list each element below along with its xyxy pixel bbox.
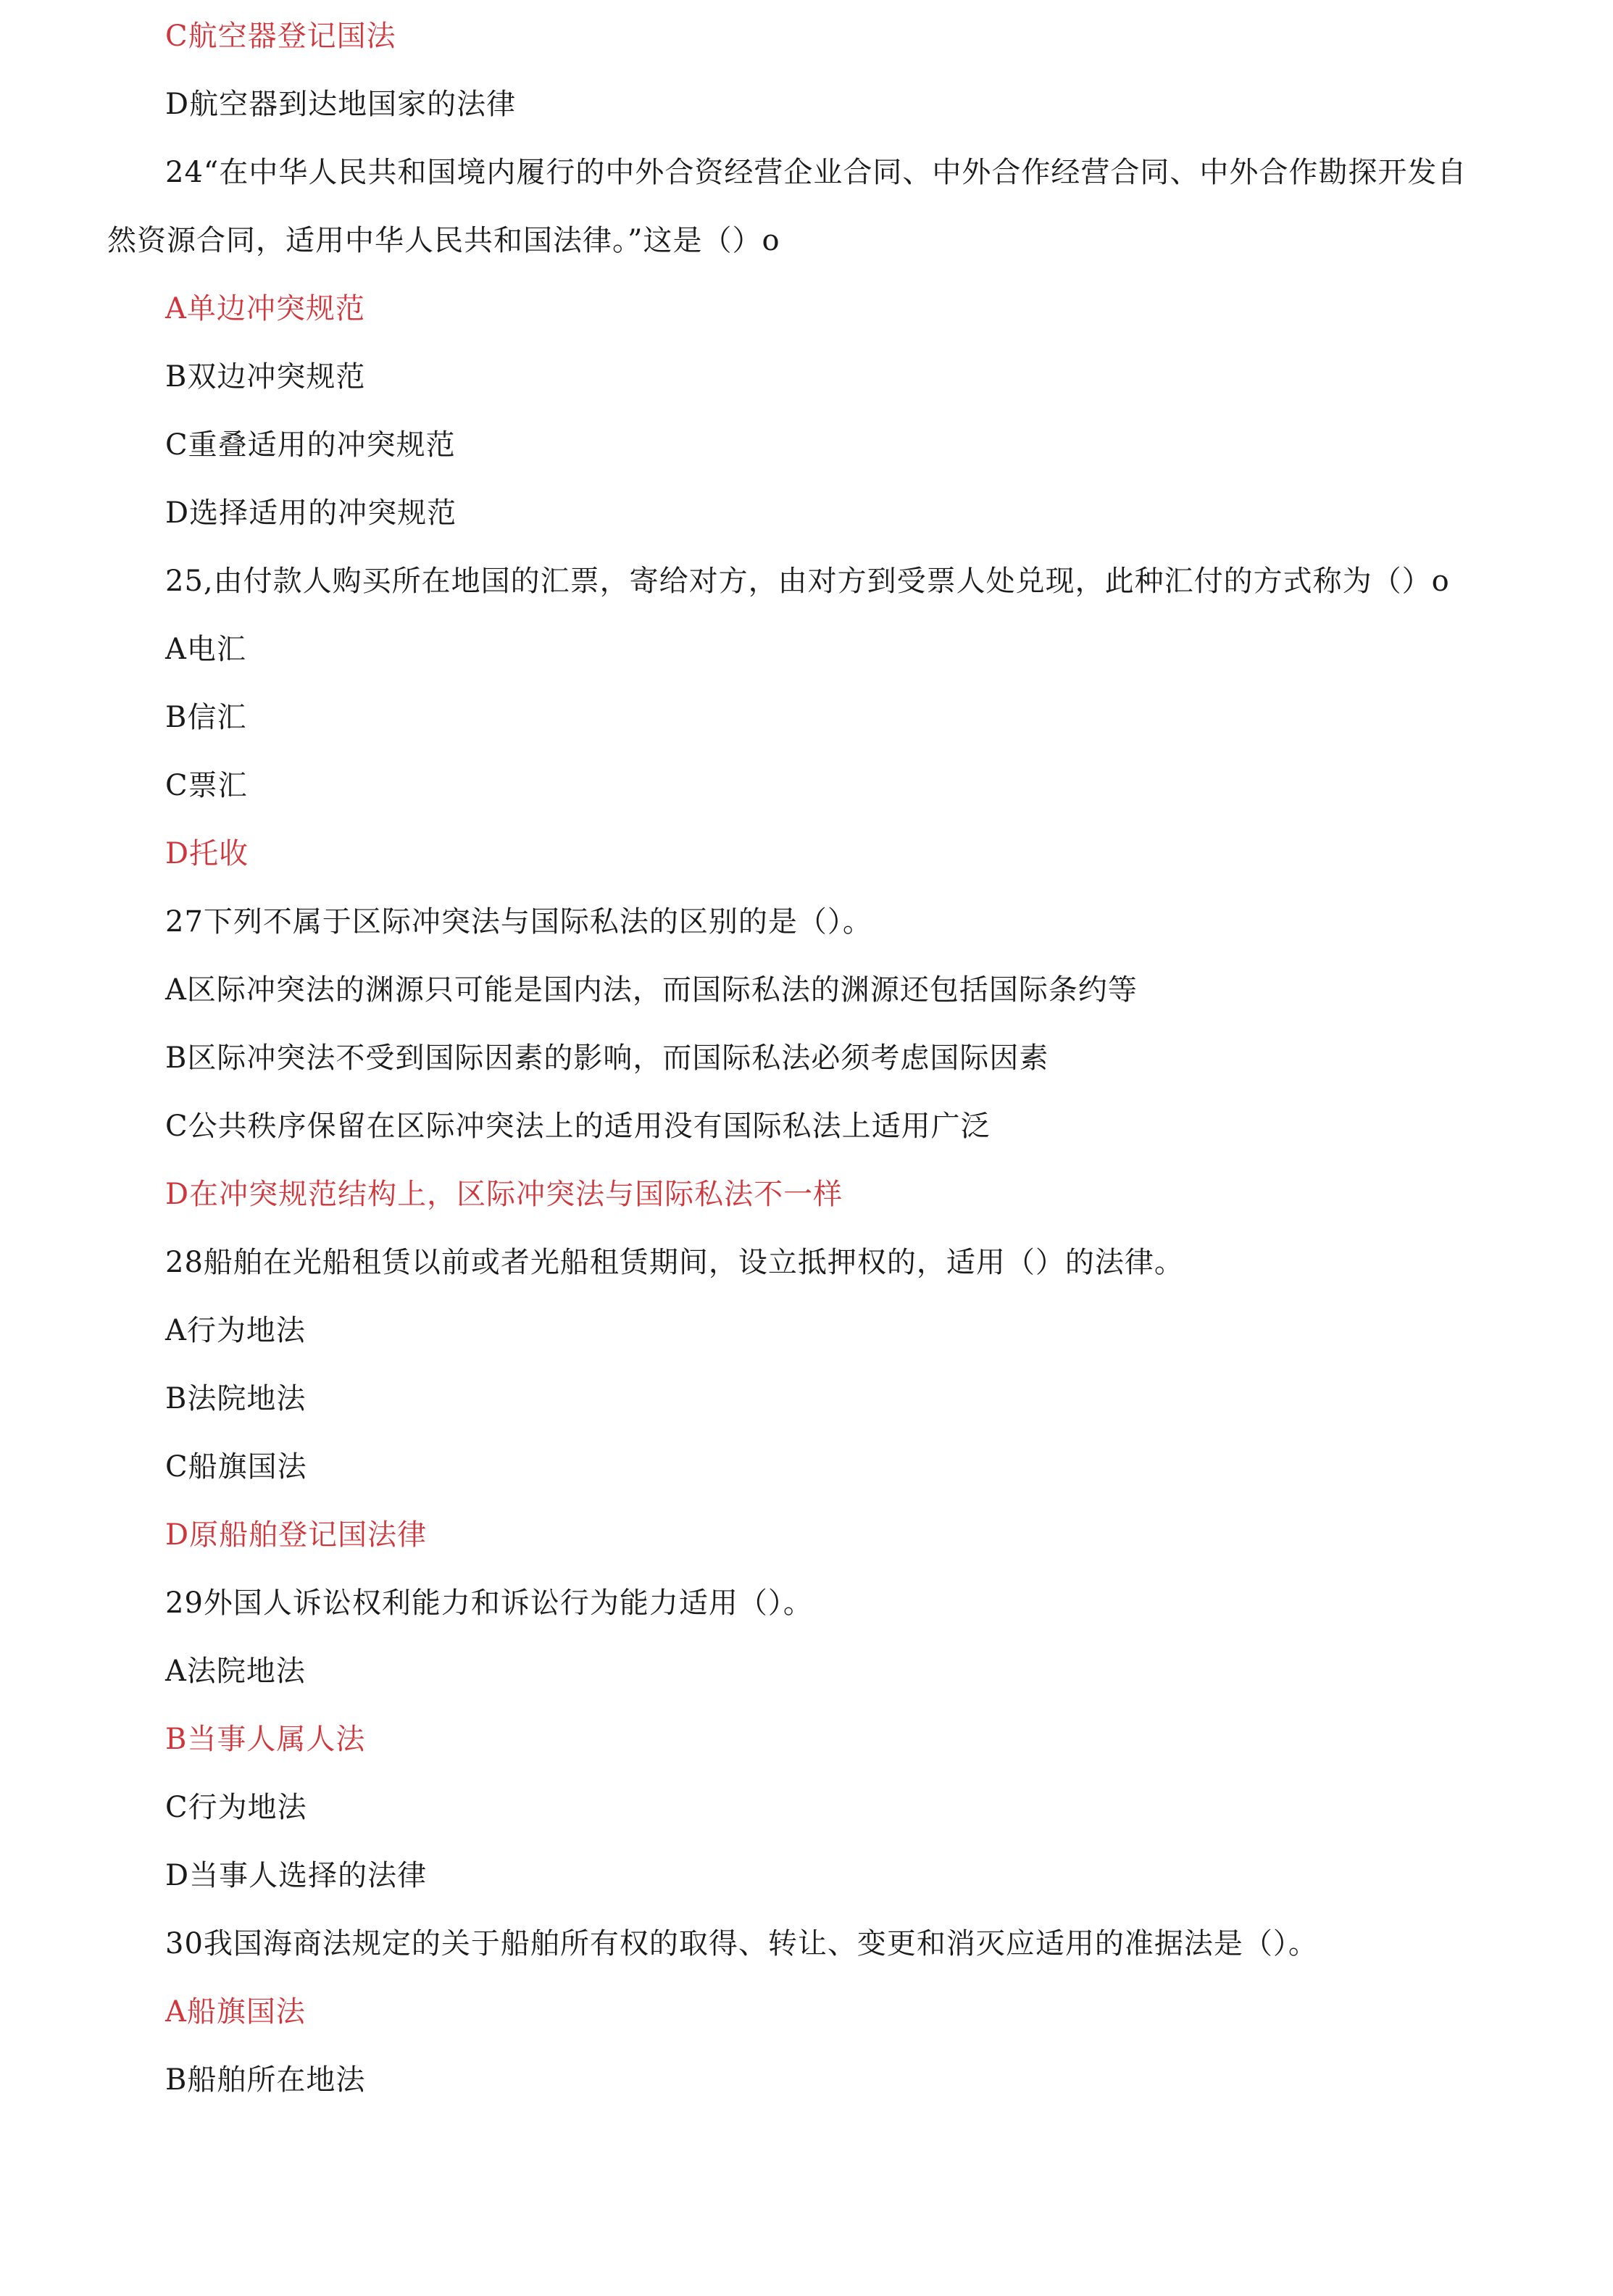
option-c-q23: C航空器登记国法 — [165, 20, 396, 53]
option-d-q27: D在冲突规范结构上，区际冲突法与国际私法不一样 — [165, 1178, 843, 1211]
option-b-q24: B双边冲突规范 — [165, 360, 366, 394]
question-29: 29外国人诉讼权利能力和诉讼行为能力适用（）。 — [165, 1586, 813, 1620]
option-a-q28: A行为地法 — [165, 1314, 306, 1347]
option-d-q24: D选择适用的冲突规范 — [165, 496, 457, 530]
option-d-q23: D航空器到达地国家的法律 — [165, 88, 517, 121]
option-b-q29: B当事人属人法 — [165, 1723, 366, 1756]
option-c-q24: C重叠适用的冲突规范 — [165, 428, 456, 462]
option-d-q28: D原船舶登记国法律 — [165, 1518, 428, 1552]
question-28: 28船舶在光船租赁以前或者光船租赁期间，设立抵押权的，适用（）的法律。 — [165, 1246, 1184, 1279]
question-25: 25,由付款人购买所在地国的汇票，寄给对方，由对方到受票人处兑现，此种汇付的方式称为（）o — [165, 565, 1450, 598]
option-c-q27: C公共秩序保留在区际冲突法上的适用没有国际私法上适用广泛 — [165, 1110, 991, 1143]
option-b-q28: B法院地法 — [165, 1382, 307, 1415]
question-30: 30我国海商法规定的关于船舶所有权的取得、转让、变更和消灭应适用的准据法是（）。 — [165, 1927, 1318, 1960]
question-27: 27下列不属于区际冲突法与国际私法的区别的是（）。 — [165, 905, 872, 939]
option-b-q30: B船舶所在地法 — [165, 2063, 366, 2097]
option-a-q30: A船旗国法 — [165, 1995, 306, 2029]
option-c-q29: C行为地法 — [165, 1791, 307, 1824]
option-a-q24: A单边冲突规范 — [165, 292, 365, 325]
option-c-q25: C票汇 — [165, 769, 248, 802]
option-c-q28: C船旗国法 — [165, 1450, 307, 1484]
option-a-q29: A法院地法 — [165, 1655, 306, 1688]
option-a-q27: A区际冲突法的渊源只可能是国内法，而国际私法的渊源还包括国际条约等 — [165, 973, 1138, 1007]
option-b-q27: B区际冲突法不受到国际因素的影响，而国际私法必须考虑国际因素 — [165, 1041, 1049, 1075]
option-d-q25: D托收 — [165, 837, 249, 870]
question-24: 24“在中华人民共和国境内履行的中外合资经营企业合同、中外合作经营合同、中外合作勘探开发自 — [165, 156, 1467, 189]
option-d-q29: D当事人选择的法律 — [165, 1859, 428, 1892]
option-b-q25: B信汇 — [165, 701, 247, 734]
option-a-q25: A电汇 — [165, 633, 246, 666]
question-24-continued: 然资源合同，适用中华人民共和国法律。”这是（）o — [107, 224, 780, 257]
